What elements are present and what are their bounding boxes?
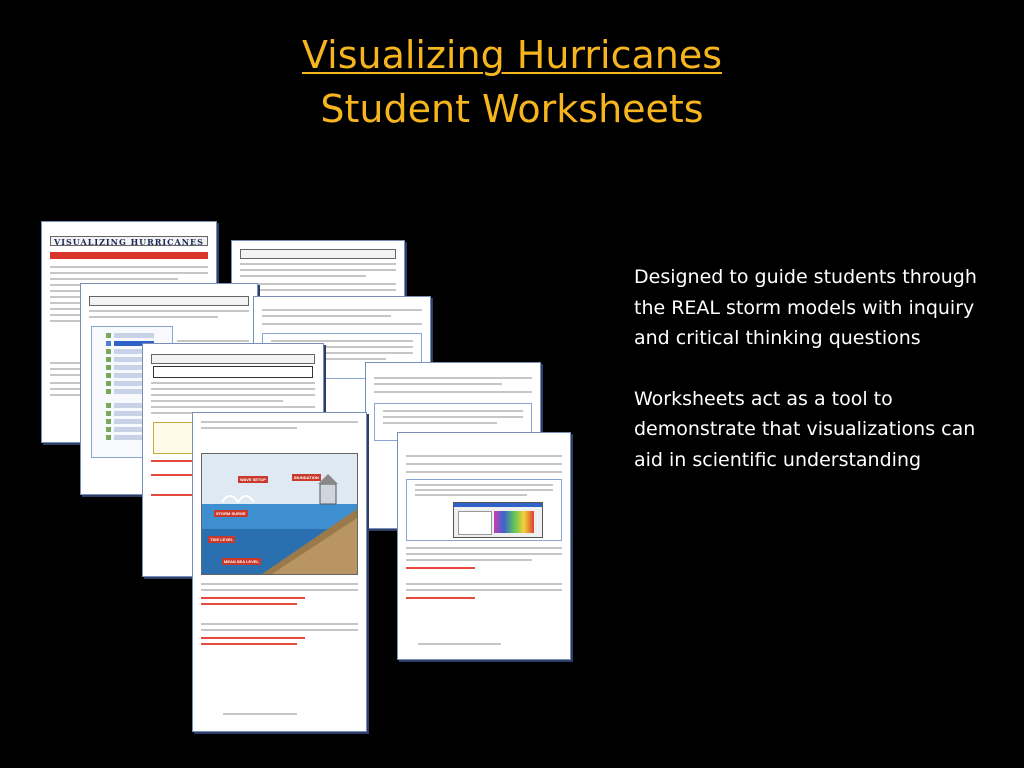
cover-title: VISUALIZING HURRICANES: [54, 237, 204, 247]
paragraph-guide-students: Designed to guide students through the REAL storm models with inquiry and critical thinking questions: [634, 266, 977, 349]
label-tide-level: TIDE LEVEL: [210, 537, 234, 542]
answer-line: [201, 603, 297, 605]
worksheet-page-storm-surge-diagram: [192, 412, 367, 732]
screenshot-window: [453, 502, 543, 538]
text-line: [201, 589, 358, 591]
answer-line: [406, 597, 475, 599]
answer-line: [201, 643, 297, 645]
text-line: [271, 340, 413, 342]
text-line: [262, 315, 391, 317]
text-line: [151, 394, 315, 396]
answer-line: [201, 637, 305, 639]
answer-line: [201, 597, 305, 599]
text-line: [50, 278, 178, 280]
text-line: [50, 266, 208, 268]
text-line: [262, 323, 422, 325]
slide-title: [0, 28, 1024, 136]
text-line: [240, 263, 396, 265]
text-line: [418, 643, 501, 645]
worksheet-page-hydrograph: [397, 432, 571, 660]
folder-icon: [106, 373, 111, 378]
text-line: [240, 289, 396, 291]
label-mean-sea-level: MEAN SEA LEVEL: [224, 559, 259, 564]
text-line: [201, 629, 358, 631]
text-line: [262, 309, 422, 311]
folder-icon: [106, 427, 111, 432]
header-banner: [151, 354, 315, 364]
text-line: [177, 340, 249, 342]
folder-icon: [106, 365, 111, 370]
title-line-2: Student Worksheets: [320, 87, 704, 131]
text-line: [406, 583, 562, 585]
folder-icon: [106, 349, 111, 354]
text-line: [406, 559, 532, 561]
text-line: [50, 272, 208, 274]
title-line-1[interactable]: Visualizing Hurricanes: [301, 33, 723, 77]
text-line: [415, 489, 553, 491]
text-line: [406, 471, 562, 473]
folder-icon: [106, 357, 111, 362]
header-banner: [89, 296, 249, 306]
text-line: [406, 589, 562, 591]
text-line: [374, 391, 532, 393]
body-text: [634, 262, 994, 505]
text-line: [201, 427, 297, 429]
text-line: [383, 410, 523, 412]
text-line: [406, 553, 562, 555]
text-line: [374, 383, 502, 385]
text-line: [383, 422, 497, 424]
folder-icon: [106, 389, 111, 394]
window-titlebar: [454, 503, 542, 507]
label-storm-surge: STORM SURGE: [216, 511, 246, 516]
text-line: [406, 463, 562, 465]
text-line: [383, 416, 523, 418]
tree-item: [114, 333, 154, 338]
text-line: [406, 455, 562, 457]
folder-icon: [106, 403, 111, 408]
text-line: [240, 283, 396, 285]
window-panel: [458, 511, 492, 535]
text-line: [374, 377, 532, 379]
text-line: [201, 623, 358, 625]
text-line: [89, 310, 249, 312]
storm-surge-diagram: [201, 453, 358, 575]
text-line: [151, 388, 315, 390]
folder-icon: [106, 419, 111, 424]
text-line: [151, 400, 283, 402]
text-line: [89, 316, 218, 318]
text-line: [151, 406, 315, 408]
text-line: [406, 547, 562, 549]
worksheet-header-box: [153, 366, 313, 378]
folder-icon: [106, 435, 111, 440]
folder-icon: [106, 333, 111, 338]
red-header-bar: [50, 252, 208, 259]
label-wave-setup: WAVE SETUP: [240, 477, 266, 482]
text-line: [201, 421, 358, 423]
folder-icon: [106, 381, 111, 386]
text-line: [240, 269, 396, 271]
label-inundation: INUNDATION: [294, 475, 319, 480]
text-line: [151, 382, 315, 384]
header-banner: [240, 249, 396, 259]
text-line: [415, 484, 553, 486]
folder-icon: [106, 411, 111, 416]
answer-line: [406, 567, 475, 569]
text-line: [201, 583, 358, 585]
text-line: [223, 713, 297, 715]
folder-icon: [106, 341, 111, 346]
question-box: [406, 479, 562, 541]
paragraph-worksheets-tool: Worksheets act as a tool to demonstrate that visualizations can aid in scientific understanding: [634, 387, 976, 471]
text-line: [240, 275, 366, 277]
color-swatch: [494, 511, 534, 533]
text-line: [415, 494, 527, 496]
